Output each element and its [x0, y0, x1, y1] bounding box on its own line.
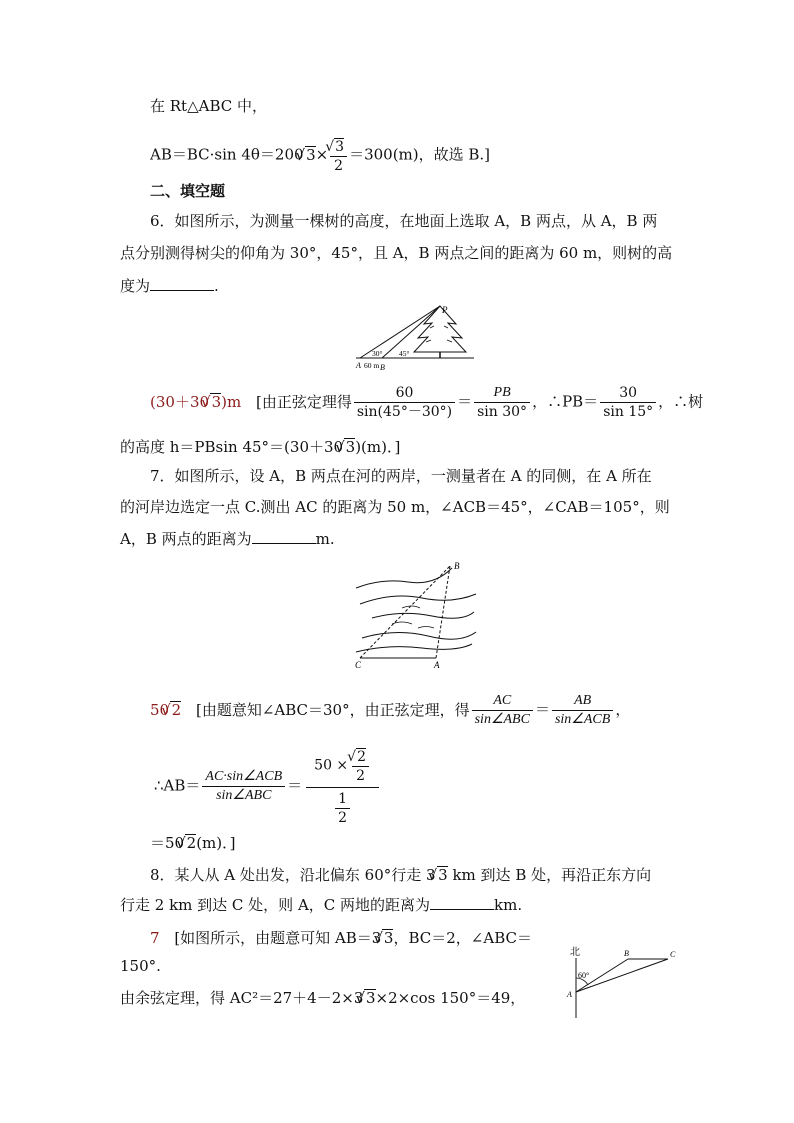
direction-figure: [562, 944, 684, 1020]
fraction: $\frac{AB}{\text{sin∠ACB}}$: [552, 694, 613, 727]
north-label: 北: [570, 947, 580, 958]
text: .: [214, 277, 219, 295]
label-a: A: [356, 361, 361, 370]
q8-line: 行走 2 km 到达 C 处，则 A，C 两地的距离为 km.: [120, 896, 523, 914]
label-a: A: [434, 660, 440, 670]
river-figure: [352, 558, 482, 670]
label-c: C: [670, 950, 676, 959]
line-cb: [360, 566, 450, 658]
q7-line: 7．如图所示，设 A，B 两点在河的两岸，一测量者在 A 的同侧，在 A 所在: [150, 467, 652, 485]
denominator: 2: [334, 158, 344, 174]
label-b: B: [624, 949, 629, 958]
label-c: C: [355, 660, 362, 670]
distance-label: 60 m: [364, 361, 380, 370]
compound-fraction: 50 × √ $\frac{2}{2}$ $\frac{1}{2}$: [306, 748, 379, 825]
a7-line: 50√ 2 [由题意知∠ABC＝30°，由正弦定理，得 $\frac{AC}{\text{sin∠ABC}}$ ＝ $\frac{AB}{\text{sin∠ACB}}$ ，: [150, 694, 630, 727]
formula-line: [150, 138, 490, 173]
fraction: $\frac{\text{AC·sin∠ACB}}{\text{sin∠ABC}}$: [202, 770, 285, 803]
a8-line: 150°.: [120, 957, 161, 975]
fraction: $\frac{30}{\sin 15^\circ}$: [600, 386, 656, 419]
q8-line: 8．某人从 A 处出发，沿北偏东 60°行走 3√ 3 km 到达 B 处，再沿正东方向: [150, 866, 651, 883]
text: ＝: [457, 392, 473, 411]
q7-line: 的河岸边选定一点 C.测出 AC 的距离为 50 m，∠ACB＝45°，∠CAB＝105°，则: [120, 498, 670, 516]
a8-line: 7 [如图所示，由题意可知 AB＝3√ 3，BC＝2，∠ABC＝: [150, 929, 532, 946]
sqrt: √ 3: [305, 146, 316, 163]
a6-line: [150, 386, 703, 419]
formula-part: ×: [315, 145, 329, 164]
label-a: A: [567, 990, 572, 999]
a8-line: 由余弦定理，得 AC²＝27＋4－2×3√ 3×2×cos 150°＝49，: [120, 989, 525, 1006]
answer-value: 7: [150, 929, 160, 947]
section-heading: 二、填空题: [150, 182, 226, 200]
text: ，∴PB＝: [532, 392, 599, 411]
answer-blank: [430, 897, 494, 910]
text: ，∴树: [658, 392, 704, 411]
answer-blank: [150, 278, 214, 291]
fraction: $\frac{PB}{\sin 30^\circ}$: [474, 386, 530, 419]
label-b: B: [454, 561, 460, 571]
a7-line: ＝50√ 2(m)．]: [150, 834, 235, 851]
angle-45: 45°: [399, 349, 410, 358]
line-ac: [576, 959, 668, 992]
answer-blank: [252, 531, 316, 544]
fraction: $\frac{AC}{\text{sin∠ABC}}$: [472, 694, 533, 727]
angle-60: 60°: [578, 971, 590, 980]
angle-30: 30°: [372, 349, 383, 358]
text: [由正弦定理得: [256, 392, 352, 411]
label-b: B: [380, 363, 385, 372]
answer-value: (30＋30√ 3)m: [150, 393, 241, 411]
tree-branches: [426, 326, 452, 342]
answer-value: 50√ 2: [150, 701, 181, 719]
label-p: P: [442, 305, 448, 315]
text-line: 在 Rt△ABC 中，: [150, 97, 268, 115]
q6-line: 点分别测得树尖的仰角为 30°，45°，且 A，B 两点之间的距离为 60 m，则树的高: [120, 244, 673, 262]
fraction: $\frac{60}{\sin(45^\circ-30^\circ)}$: [354, 386, 455, 419]
text: 度为: [120, 277, 151, 295]
formula-part: AB＝BC·sin 4θ＝200: [150, 145, 304, 164]
formula-part: ＝300(m)，故选 B.]: [349, 145, 491, 164]
tree-icon: [414, 306, 466, 352]
tree-figure: [352, 304, 478, 374]
wave-marks: [392, 606, 434, 628]
a6-line: 的高度 h＝PBsin 45°＝(30＋30√ 3)(m)．]: [120, 438, 400, 455]
q7-line: A，B 两点的距离为 m.: [120, 530, 335, 548]
line-ab: [436, 566, 450, 658]
sqrt: √ 3: [334, 138, 344, 154]
river-line: [356, 644, 472, 652]
river-line: [372, 612, 474, 618]
a7-formula: ∴AB＝ $\frac{\text{AC·sin∠ACB}}{\text{sin∠ABC}}$ ＝ 50 × √ $\frac{2}{2}$ $\frac{1}{2}$: [154, 748, 381, 825]
q6-line: [120, 278, 219, 294]
line-bp: [382, 306, 440, 358]
q6-line: 6．如图所示，为测量一棵树的高度，在地面上选取 A，B 两点，从 A，B 两: [150, 212, 658, 230]
fraction: [330, 138, 347, 173]
